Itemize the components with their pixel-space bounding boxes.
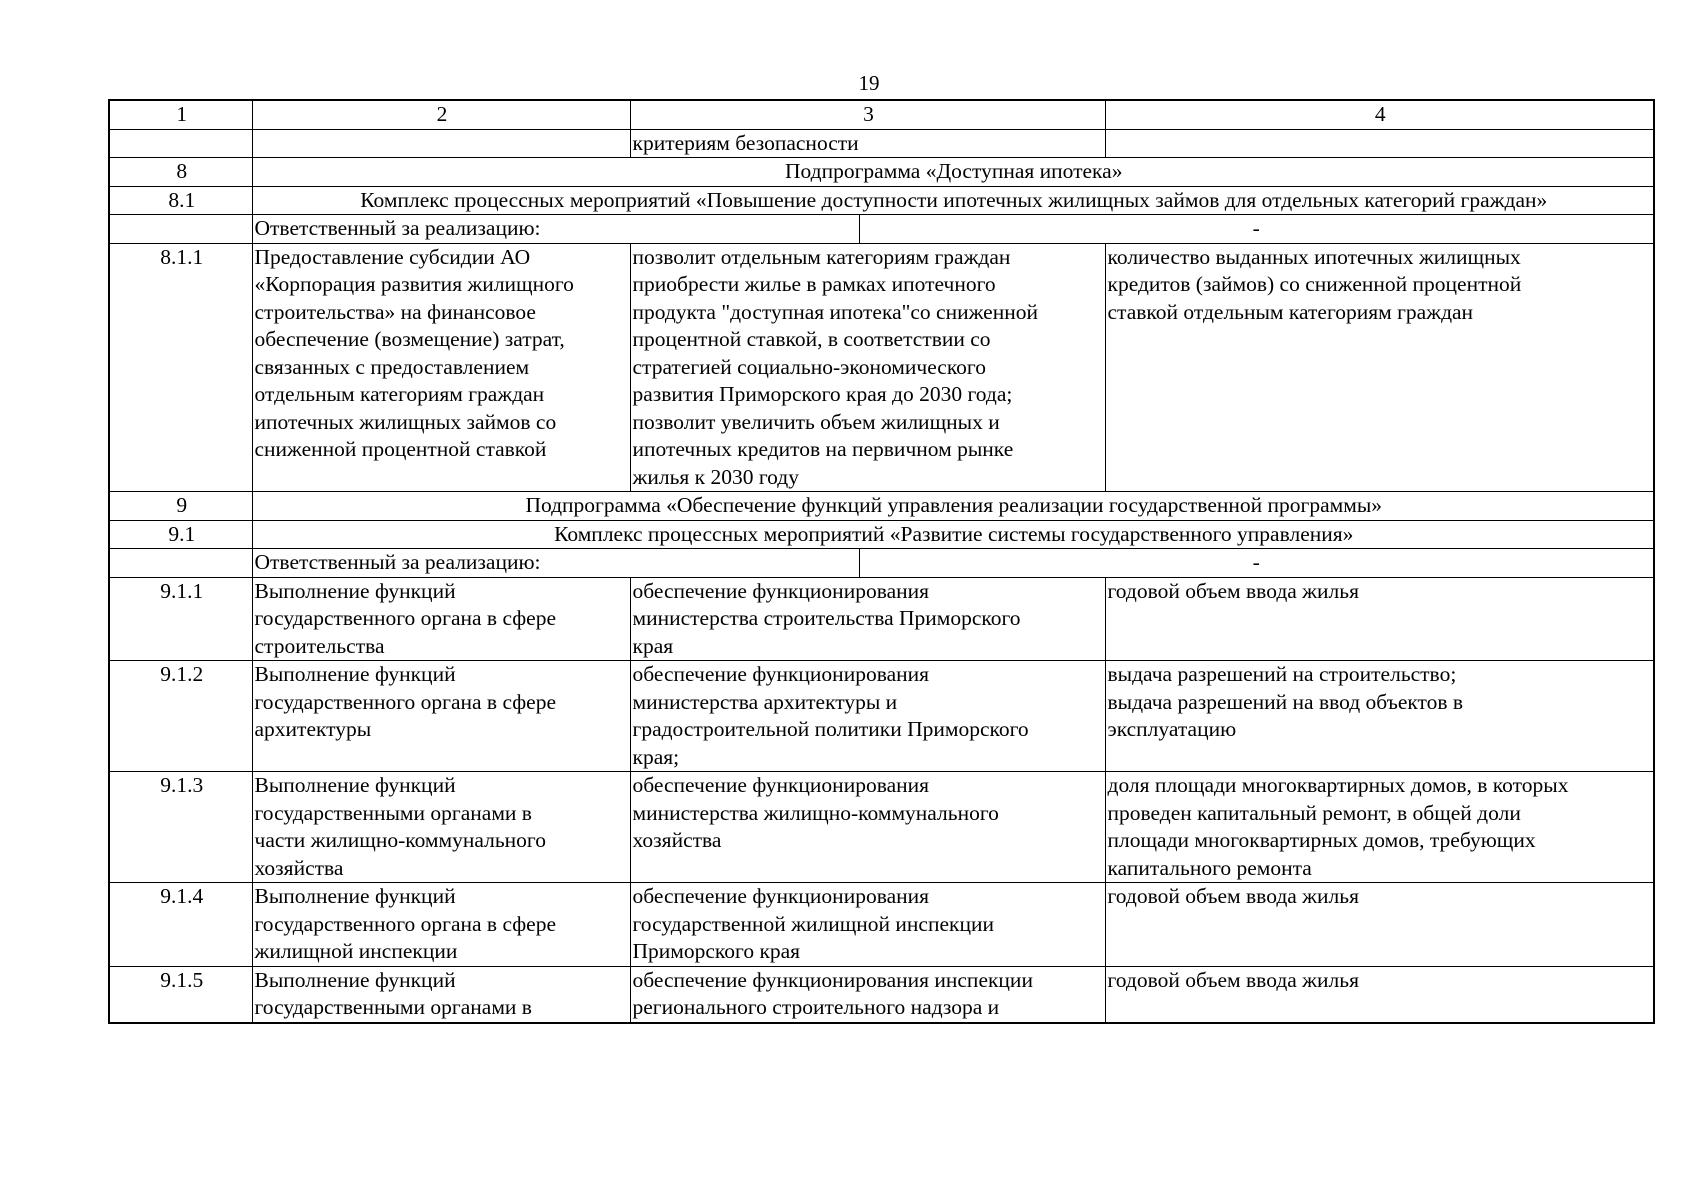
expected-result [630, 772, 1105, 883]
expected-result-line: края; [632, 744, 680, 769]
activity-row [109, 577, 1654, 661]
expected-result [630, 883, 1105, 967]
expected-result-line: Приморского края [632, 939, 801, 963]
activity-name-line: Выполнение функций [254, 967, 456, 992]
activity-name [252, 883, 630, 967]
header-col-3: 3 [630, 100, 1105, 129]
activity-name-line: сниженной процентной ставкой [254, 437, 547, 461]
activity-number: 8.1.1 [109, 243, 252, 492]
activity-name-line: государственного органа в сфере [254, 689, 557, 714]
header-col-4: 4 [1105, 100, 1654, 129]
header-col-1: 1 [109, 100, 252, 129]
expected-result-line: министерства жилищно-коммунального [632, 800, 999, 825]
section-title: Подпрограмма «Доступная ипотека» [252, 158, 1654, 187]
indicator-line: капитального ремонта [1107, 855, 1312, 880]
row-number [109, 215, 252, 244]
activity-name [252, 661, 630, 772]
indicator [1105, 243, 1654, 492]
activity-row [109, 661, 1654, 772]
indicator [1105, 883, 1654, 967]
expected-result-line: обеспечение функционирования [632, 662, 930, 686]
section-number: 9 [109, 492, 252, 521]
activity-number: 9.1.2 [109, 661, 252, 772]
activity-name-line: Выполнение функций [254, 773, 456, 797]
expected-result-line: обеспечение функционирования [632, 578, 930, 603]
responsible-value: - [1252, 550, 1260, 574]
expected-result-line: хозяйства [632, 828, 722, 852]
activity-name-line: «Корпорация развития жилищного [254, 272, 574, 296]
responsible-row [109, 549, 1654, 578]
activity-name-line: государственного органа в сфере [254, 606, 557, 630]
activity-name-line: ипотечных жилищных займов со [254, 409, 557, 434]
section-number: 8.1 [109, 186, 252, 215]
expected-result-line: процентной ставкой, в соответствии со [632, 327, 991, 351]
activity-name [252, 243, 630, 492]
expected-result-line: обеспечение функционирования [632, 884, 930, 908]
activity-row [109, 772, 1654, 883]
expected-result: критериям безопасности [630, 129, 1105, 158]
activity-number: 9.1.1 [109, 577, 252, 661]
indicator-line: годовой объем ввода жилья [1107, 967, 1359, 992]
indicator-line: выдача разрешений на строительство; [1107, 662, 1457, 686]
section-row [109, 158, 1654, 187]
section-row [109, 492, 1654, 521]
expected-result-line: развития Приморского края до 2030 года; [632, 382, 1013, 406]
activity-name-line: Выполнение функций [254, 662, 456, 686]
section-number: 9.1 [109, 520, 252, 549]
activity-name-line: хозяйства [254, 855, 344, 880]
activity-name-line: отдельным категориям граждан [254, 382, 545, 406]
activity-name-line: Выполнение функций [254, 578, 456, 603]
expected-result-line: министерства строительства Приморского [632, 606, 1021, 630]
expected-result-line: градостроительной политики Приморского [632, 717, 1029, 741]
activity-name-line: строительства [254, 633, 385, 658]
expected-result-line: продукта "доступная ипотека"со сниженной [632, 299, 1038, 324]
program-table [108, 99, 1655, 1024]
expected-result [630, 661, 1105, 772]
indicator-line: кредитов (займов) со сниженной процентной [1107, 272, 1522, 296]
expected-result-line: ипотечных кредитов на первичном рынке [632, 437, 1014, 461]
activity-name [252, 966, 630, 1023]
activity-name-line: Предоставление субсидии АО [254, 244, 531, 269]
activity-name-line: государственного органа в сфере [254, 911, 557, 936]
page-number: 19 [858, 71, 880, 95]
expected-result-line: позволит отдельным категориям граждан [632, 244, 1011, 269]
activity-number: 9.1.5 [109, 966, 252, 1023]
section-number: 8 [109, 158, 252, 187]
section-title: Комплекс процессных мероприятий «Развитие системы государственного управления» [252, 520, 1654, 549]
activity-name-line: части жилищно-коммунального [254, 828, 546, 852]
activity-number: 9.1.4 [109, 883, 252, 967]
indicator-line: проведен капитальный ремонт, в общей доли [1107, 800, 1521, 825]
activity-name-line: обеспечение (возмещение) затрат, [254, 327, 565, 351]
section-title: Подпрограмма «Обеспечение функций управления реализации государственной программы» [252, 492, 1654, 521]
expected-result-line: регионального строительного надзора и [632, 995, 1000, 1019]
activity-number: 9.1.3 [109, 772, 252, 883]
activity-name-line: государственными органами в [254, 995, 532, 1019]
activity-name [252, 577, 630, 661]
expected-result-line: края [632, 633, 674, 658]
indicator-line: доля площади многоквартирных домов, в которых [1107, 773, 1569, 797]
section-row [109, 520, 1654, 549]
expected-result [630, 577, 1105, 661]
expected-result-line: обеспечение функционирования инспекции [632, 967, 1033, 992]
expected-result [630, 966, 1105, 1023]
responsible-cell [252, 215, 1654, 244]
activity-name-line: жилищной инспекции [254, 939, 458, 963]
section-row [109, 186, 1654, 215]
indicator [1105, 661, 1654, 772]
activity-row [109, 243, 1654, 492]
activity-name [252, 772, 630, 883]
responsible-row [109, 215, 1654, 244]
expected-result-line: обеспечение функционирования [632, 773, 930, 797]
responsible-label: Ответственный за реализацию: [253, 215, 860, 243]
indicator-line: годовой объем ввода жилья [1107, 884, 1359, 908]
indicator [1105, 966, 1654, 1023]
row-number [109, 549, 252, 578]
activity-name-line: государственными органами в [254, 800, 532, 825]
indicator [1105, 129, 1654, 158]
expected-result-line: приобрести жилье в рамках ипотечного [632, 272, 996, 296]
expected-result-line: позволит увеличить объем жилищных и [632, 409, 1000, 434]
responsible-label: Ответственный за реализацию: [253, 549, 860, 577]
activity-name-line: связанных с предоставлением [254, 354, 530, 379]
expected-result-line: стратегией социально-экономического [632, 354, 986, 379]
indicator [1105, 772, 1654, 883]
activity-name [252, 129, 630, 158]
continuation-row [109, 129, 1654, 158]
expected-result-line: министерства архитектуры и [632, 689, 898, 714]
indicator [1105, 577, 1654, 661]
section-title: Комплекс процессных мероприятий «Повышение доступности ипотечных жилищных займов для отдельных категорий граждан» [252, 186, 1654, 215]
activity-row [109, 883, 1654, 967]
indicator-line: площади многоквартирных домов, требующих [1107, 828, 1536, 852]
indicator-line: выдача разрешений на ввод объектов в [1107, 689, 1464, 714]
activity-name-line: архитектуры [254, 717, 372, 741]
indicator-line: количество выданных ипотечных жилищных [1107, 244, 1521, 269]
indicator-line: годовой объем ввода жилья [1107, 578, 1359, 603]
indicator-line: эксплуатацию [1107, 717, 1237, 741]
indicator-line: ставкой отдельным категориям граждан [1107, 299, 1474, 324]
activity-name-line: Выполнение функций [254, 884, 456, 908]
expected-result-line: государственной жилищной инспекции [632, 911, 994, 936]
activity-row [109, 966, 1654, 1023]
responsible-cell [252, 549, 1654, 578]
table-header-row [109, 100, 1654, 129]
expected-result-line: жилья к 2030 году [632, 464, 799, 489]
header-col-2: 2 [252, 100, 630, 129]
row-number [109, 129, 252, 158]
activity-name-line: строительства» на финансовое [254, 299, 536, 324]
responsible-value: - [1252, 216, 1260, 240]
expected-result [630, 243, 1105, 492]
